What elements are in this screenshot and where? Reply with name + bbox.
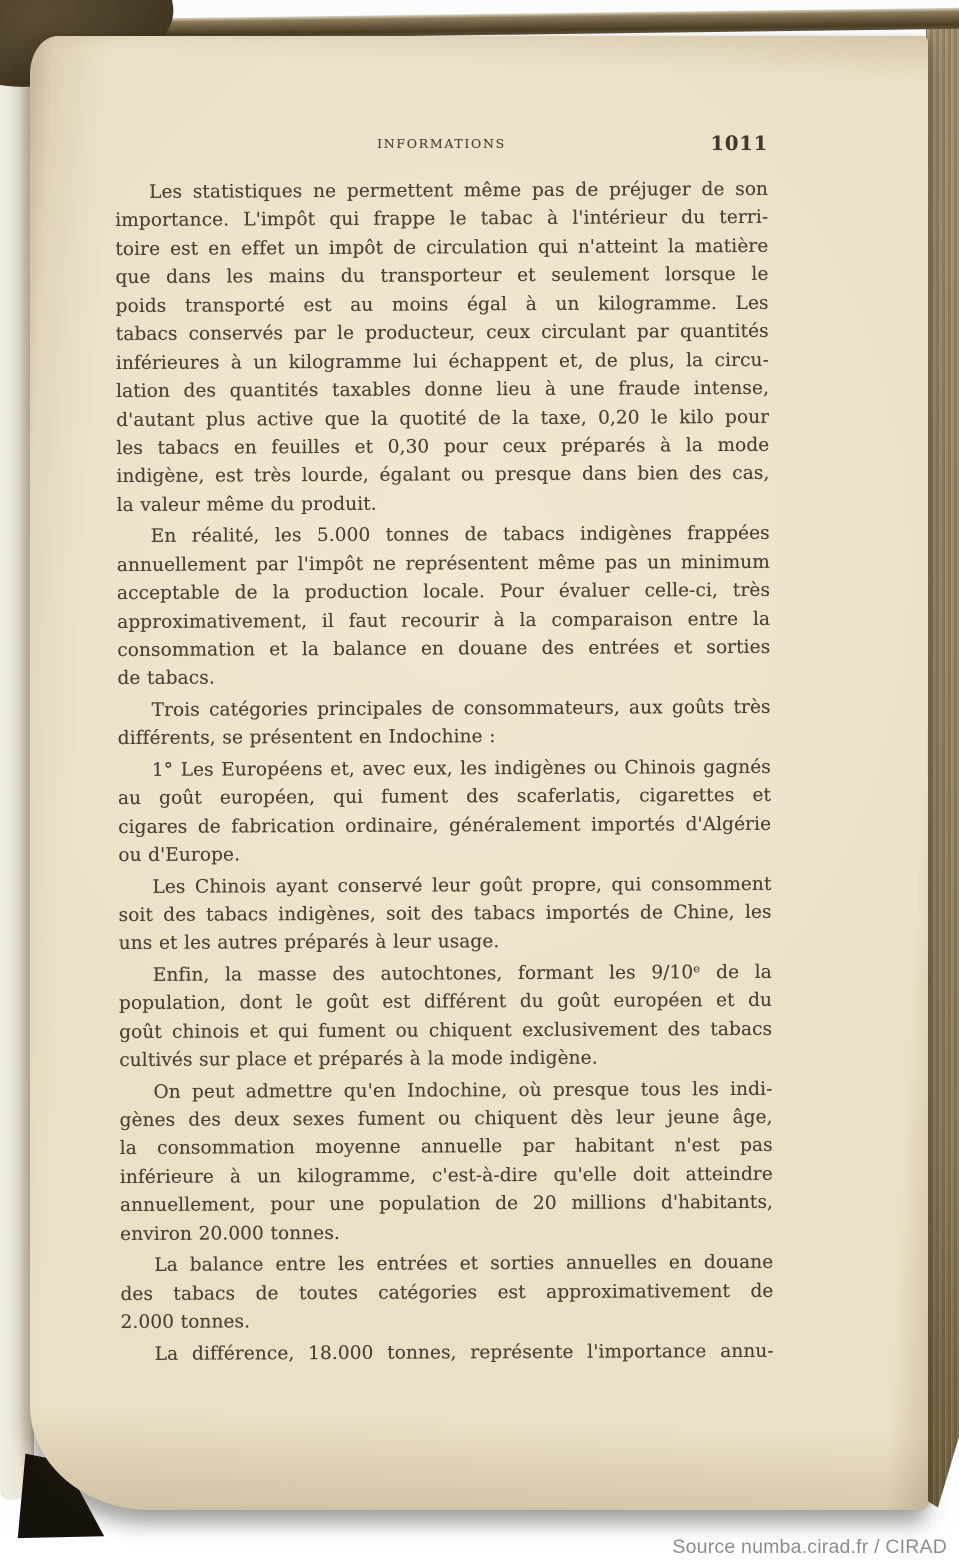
paragraph — [118, 694, 771, 754]
text-line: Les Chinois ayant conservé leur goût propre, qui consomment — [152, 873, 772, 898]
text-line: consommation et la balance en douane des entrées et sorties — [117, 636, 771, 661]
text-line: goût chinois et qui fument ou chiquent exclusivement des tabacs — [119, 1018, 773, 1043]
body-text — [115, 176, 774, 1369]
text-line: environ 20.000 tonnes. — [120, 1222, 340, 1245]
paragraph — [121, 1337, 774, 1369]
text-line: poids transporté est au moins égal à un kilogramme. Les — [115, 292, 769, 317]
paragraph — [117, 520, 771, 694]
text-line: indigène, est très lourde, égalant ou presque dans bien des cas, — [116, 463, 770, 488]
text-line: ou d'Europe. — [118, 844, 241, 867]
text-line: la consommation moyenne annuelle par habitant n'est pas — [119, 1135, 773, 1160]
text-line: tabacs conservés par le producteur, ceux circulant par quantités — [115, 320, 769, 346]
text-line: Trois catégories principales de consommateurs, aux goûts très — [151, 696, 771, 721]
paragraph — [118, 870, 771, 959]
text-line: La différence, 18.000 tonnes, représente l'importance annu- — [154, 1340, 774, 1365]
paragraph — [120, 1249, 773, 1338]
text-line: les tabacs en feuilles et 0,30 pour ceux préparés à la mode — [116, 434, 770, 459]
text-line: 2.000 tonnes. — [120, 1311, 251, 1334]
paragraph — [118, 754, 772, 871]
text-line: toire est en effet un impôt de circulation qui n'atteint la matière — [115, 235, 769, 260]
book-fore-edge — [926, 10, 959, 1512]
text-line: Enfin, la masse des autochtones, formant les 9/10ᵉ de la — [152, 961, 772, 986]
text-line: importance. L'impôt qui frappe le tabac à l'intérieur du terri- — [115, 207, 769, 232]
text-line: annuellement, pour une population de 20 millions d'habitants, — [119, 1192, 774, 1217]
text-line: gènes des deux sexes fument ou chiquent dès leur jeune âge, — [119, 1106, 773, 1131]
paragraph — [115, 176, 770, 520]
paragraph — [119, 1075, 773, 1249]
text-line: Les statistiques ne permettent même pas de préjuger de son — [149, 178, 769, 203]
text-line: d'autant plus active que la quotité de la taxe, 0,20 le kilo pour — [116, 406, 770, 431]
text-line: uns et les autres préparés à leur usage. — [118, 931, 500, 955]
text-line: La balance entre les entrées et sorties annuelles en douane — [154, 1251, 774, 1277]
text-line: des tabacs de toutes catégories est approximativement de — [120, 1280, 774, 1305]
text-line: cigares de fabrication ordinaire, généralement importés d'Algérie — [118, 813, 772, 838]
text-line: population, dont le goût est différent du goût européen et du — [118, 990, 773, 1015]
text-line: soit des tabacs indigènes, soit des tabacs importés de Chine, les — [118, 901, 772, 926]
text-line: cultivés sur place et préparés à la mode indigène. — [119, 1047, 598, 1072]
text-line: lation des quantités taxables donne lieu à une fraude intense, — [115, 377, 770, 403]
text-line: On peut admettre qu'en Indochine, où presque tous les indi- — [153, 1078, 773, 1103]
running-title: INFORMATIONS — [377, 136, 506, 151]
paragraph — [119, 959, 773, 1076]
page-header — [115, 132, 768, 156]
source-attribution: Source numba.cirad.fr / CIRAD — [672, 1536, 947, 1558]
page-number: 1011 — [710, 132, 768, 155]
text-line: inférieures à un kilogramme lui échappent et, de plus, la circu- — [115, 349, 769, 374]
text-line: En réalité, les 5.000 tonnes de tabacs indigènes frappées — [150, 523, 770, 548]
text-line: inférieure à un kilogramme, c'est-à-dire qu'elle doit atteindre — [119, 1163, 773, 1188]
text-line: acceptable de la production locale. Pour évaluer celle-ci, très — [116, 579, 771, 605]
text-line: 1° Les Européens et, avec eux, les indigènes ou Chinois gagnés — [151, 756, 771, 781]
text-line: approximativement, il faut recourir à la comparaison entre la — [117, 608, 771, 633]
text-line: annuellement par l'impôt ne représentent même pas un minimum — [116, 551, 770, 576]
text-line: que dans les mains du transporteur et seulement lorsque le — [115, 264, 769, 289]
text-line: de tabacs. — [117, 667, 215, 690]
text-line: au goût européen, qui fument des scaferlatis, cigarettes et — [117, 784, 772, 810]
book-page — [30, 36, 928, 1510]
previous-page-edge — [0, 42, 34, 1500]
text-line: différents, se présentent en Indochine : — [117, 726, 496, 750]
text-line: la valeur même du produit. — [116, 493, 377, 516]
